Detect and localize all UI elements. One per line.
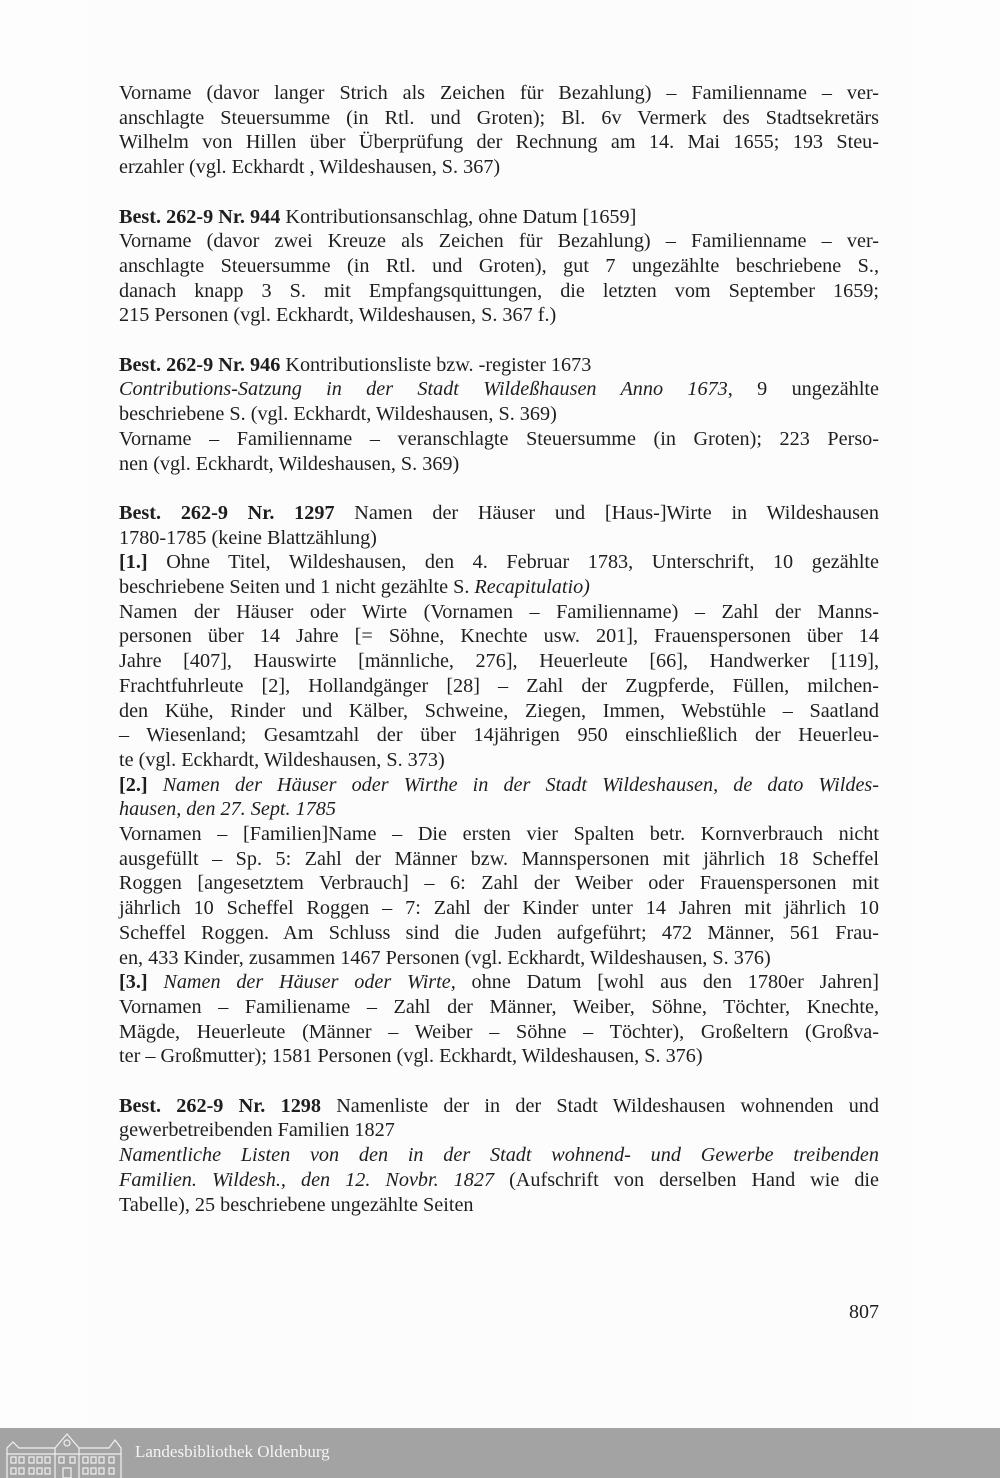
- footer-bar: [0, 1428, 1000, 1478]
- text-segment: ter – Großmutter); 1581 Personen (vgl. Eckhardt, Wildeshausen, S. 376): [119, 1045, 703, 1068]
- text-line: [119, 402, 879, 427]
- text-line: [119, 1118, 879, 1143]
- text-segment: danach knapp 3 S. mit Empfangsquittungen, die letzten vom September 1659;: [119, 279, 879, 302]
- text-segment: Mägde, Heuerleute (Männer – Weiber – Söhne – Töchter), Großeltern (Großva-: [119, 1020, 879, 1043]
- text-line: [119, 1168, 879, 1193]
- text-line: [119, 995, 879, 1020]
- text-line: [119, 427, 879, 452]
- text-segment: anschlagte Steuersumme (in Rtl. und Groten), gut 7 ungezählte beschriebene S.,: [119, 254, 879, 277]
- library-building-icon: [5, 1430, 125, 1478]
- text-segment: 1780-1785 (keine Blattzählung): [119, 526, 377, 549]
- text-segment: (Aufschrift von derselben Hand wie die: [494, 1168, 880, 1191]
- text-line: [119, 1044, 879, 1069]
- archive-entry: [119, 501, 879, 1069]
- text-segment: Frachtfuhrleute [2], Hollandgänger [28] – Zahl der Zugpferde, Füllen, milchen-: [119, 674, 879, 697]
- text-line: [119, 773, 879, 798]
- text-segment: Kontributionsliste bzw. -register 1673: [280, 353, 592, 376]
- text-segment: Namen der Häuser und [Haus-]Wirte in Wildeshausen: [334, 501, 879, 524]
- text-segment: beschriebene Seiten und 1 nicht gezählte S.: [119, 576, 475, 599]
- text-line: [119, 550, 879, 575]
- text-line: [119, 797, 879, 822]
- text-line: [119, 254, 879, 279]
- text-line: [119, 674, 879, 699]
- text-line: [119, 1143, 879, 1168]
- text-line: [119, 452, 879, 477]
- text-line: [119, 501, 879, 526]
- text-segment: anschlagte Steuersumme (in Rtl. und Groten); Bl. 6v Vermerk des Stadtsekretärs: [119, 106, 879, 129]
- text-segment: Ohne Titel, Wildeshausen, den 4. Februar 1783, Unterschrift, 10 gezählte: [147, 551, 879, 574]
- archive-entry: [119, 81, 879, 180]
- text-segment: Vorname (davor langer Strich als Zeichen für Bezahlung) – Familienname – ver-: [119, 82, 879, 104]
- text-line: [119, 748, 879, 773]
- text-segment: gewerbetreibenden Familien 1827: [119, 1119, 395, 1142]
- quoted-title: Recapitulatio): [474, 576, 590, 599]
- text-line: [119, 303, 879, 328]
- text-line: [119, 699, 879, 724]
- text-line: [119, 896, 879, 921]
- text-line: [119, 526, 879, 551]
- text-line: [119, 106, 879, 131]
- text-line: [119, 81, 879, 106]
- text-line: [119, 723, 879, 748]
- page-number: 807: [849, 1301, 879, 1323]
- text-line: [119, 575, 879, 600]
- quoted-title: Contributions-Satzung in der Stadt Wildeßhausen Anno 1673: [119, 378, 728, 401]
- text-line: [119, 205, 879, 230]
- text-line: [119, 377, 879, 402]
- text-line: [119, 649, 879, 674]
- archive-entry: [119, 353, 879, 477]
- library-name: Landesbibliothek Oldenburg: [135, 1442, 330, 1461]
- text-line: [119, 847, 879, 872]
- text-line: [119, 353, 879, 378]
- quoted-title: Namentliche Listen von den in der Stadt wohnend- und Gewerbe treibenden: [119, 1144, 879, 1167]
- text-line: [119, 822, 879, 847]
- archive-entry: [119, 1094, 879, 1218]
- entry-reference: Best. 262-9 Nr. 946: [119, 353, 281, 376]
- text-segment: Namenliste der in der Stadt Wildeshausen wohnenden und: [320, 1094, 879, 1117]
- text-line: [119, 155, 879, 180]
- text-segment: Vornamen – [Familien]Name – Die ersten vier Spalten betr. Kornverbrauch nicht: [119, 823, 879, 846]
- text-line: [119, 871, 879, 896]
- text-segment: Roggen [angesetztem Verbrauch] – 6: Zahl der Weiber oder Frauenspersonen mit: [119, 872, 879, 895]
- text-segment: te (vgl. Eckhardt, Wildeshausen, S. 373): [119, 748, 445, 771]
- text-segment: beschriebene S. (vgl. Eckhardt, Wildeshausen, S. 369): [119, 403, 557, 426]
- text-line: [119, 1193, 879, 1218]
- entry-reference: [1.]: [119, 551, 148, 574]
- text-line: [119, 600, 879, 625]
- text-segment: Jahre [407], Hauswirte [männliche, 276], Heuerleute [66], Handwerker [119],: [119, 650, 879, 673]
- text-segment: Tabelle), 25 beschriebene ungezählte Seiten: [119, 1193, 474, 1216]
- text-segment: Namen der Häuser oder Wirte (Vornamen – Familienname) – Zahl der Manns-: [119, 600, 879, 623]
- text-line: [119, 921, 879, 946]
- text-line: [119, 624, 879, 649]
- text-segment: en, 433 Kinder, zusammen 1467 Personen (vgl. Eckhardt, Wildeshausen, S. 376): [119, 946, 771, 969]
- archive-entry: [119, 205, 879, 329]
- quoted-title: hausen, den 27. Sept. 1785: [119, 798, 336, 821]
- text-line: [119, 279, 879, 304]
- quoted-title: Namen der Häuser oder Wirthe in der Stadt Wildeshausen, de dato Wildes-: [147, 773, 879, 796]
- document-body: [119, 81, 879, 1242]
- entry-reference: Best. 262-9 Nr. 944: [119, 205, 281, 228]
- text-segment: – Wiesenland; Gesamtzahl der über 14jährigen 950 einschließlich der Heuerleu-: [119, 724, 879, 747]
- text-segment: erzahler (vgl. Eckhardt , Wildeshausen, S. 367): [119, 156, 501, 179]
- text-segment: , 9 ungezählte: [727, 378, 880, 401]
- text-segment: 215 Personen (vgl. Eckhardt, Wildeshausen, S. 367 f.): [119, 304, 557, 327]
- text-line: [119, 970, 879, 995]
- entry-reference: [2.]: [119, 773, 148, 796]
- text-line: [119, 130, 879, 155]
- text-segment: nen (vgl. Eckhardt, Wildeshausen, S. 369): [119, 452, 460, 475]
- quoted-title: Namen der Häuser oder Wirte,: [147, 971, 456, 994]
- text-line: [119, 1094, 879, 1119]
- text-segment: Vorname (davor zwei Kreuze als Zeichen für Bezahlung) – Familienname – ver-: [119, 230, 879, 253]
- entry-reference: Best. 262-9 Nr. 1297: [119, 501, 335, 524]
- text-segment: jährlich 10 Scheffel Roggen – 7: Zahl der Kinder unter 14 Jahren mit jährlich 10: [119, 897, 879, 920]
- text-line: [119, 946, 879, 971]
- quoted-title: Familien. Wildesh., den 12. Novbr. 1827: [119, 1168, 495, 1191]
- text-segment: den Kühe, Rinder und Kälber, Schweine, Ziegen, Immen, Webstühle – Saatland: [119, 699, 879, 722]
- text-segment: ohne Datum [wohl aus den 1780er Jahren]: [455, 971, 879, 994]
- entry-reference: Best. 262-9 Nr. 1298: [119, 1094, 321, 1117]
- entry-reference: [3.]: [119, 971, 148, 994]
- text-segment: personen über 14 Jahre [= Söhne, Knechte usw. 201], Frauenspersonen über 14: [119, 625, 879, 648]
- text-segment: ausgefüllt – Sp. 5: Zahl der Männer bzw. Mannspersonen mit jährlich 18 Scheffel: [119, 847, 879, 870]
- text-segment: Wilhelm von Hillen über Überprüfung der Rechnung am 14. Mai 1655; 193 Steu-: [119, 131, 879, 154]
- text-segment: Vorname – Familienname – veranschlagte Steuersumme (in Groten); 223 Perso-: [119, 427, 879, 450]
- text-line: [119, 229, 879, 254]
- text-segment: Scheffel Roggen. Am Schluss sind die Juden aufgeführt; 472 Männer, 561 Frau-: [119, 921, 879, 944]
- text-segment: Vornamen – Familiename – Zahl der Männer, Weiber, Söhne, Töchter, Knechte,: [119, 995, 879, 1018]
- text-segment: Kontributionsanschlag, ohne Datum [1659]: [280, 205, 637, 228]
- text-line: [119, 1020, 879, 1045]
